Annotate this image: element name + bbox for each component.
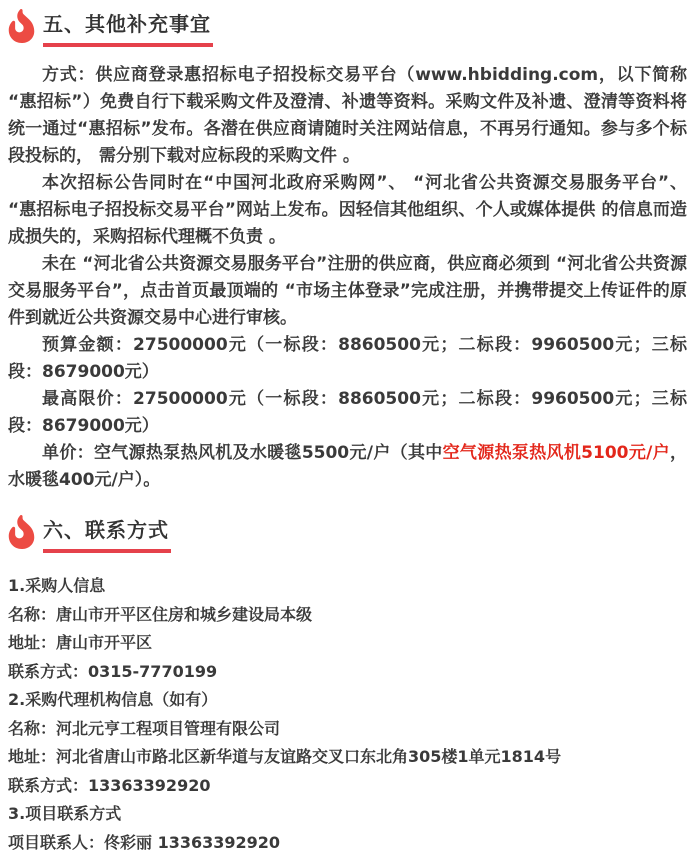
contact-purchaser-heading: 1.采购人信息 [8, 576, 106, 595]
paragraph-budget-amount: 预算金额：27500000元（一标段：8860500元；二标段：9960500元；三标段：8679000元） [8, 335, 687, 382]
paragraph-max-price: 最高限价：27500000元（一标段：8860500元；二标段：9960500元；三标段：8679000元） [8, 389, 687, 436]
section-supplement-header [8, 8, 687, 47]
unit-price-text: 单价：空气源热泵热风机及水暖毯5500元/户（其中 [42, 443, 443, 463]
contact-agency-address: 地址：河北省唐山市路北区新华道与友谊路交叉口东北角305楼1单元1814号 [8, 747, 562, 766]
supplement-body [8, 62, 687, 494]
unit-price-highlight: 空气源热泵热风机5100元/户 [442, 443, 670, 463]
contact-purchaser-name: 名称：唐山市开平区住房和城乡建设局本级 [8, 604, 313, 624]
paragraph-download-method: 方式：供应商登录惠招标电子招投标交易平台（www.hbidding.com，以下简称“惠招标”）免费自行下载采购文件及澄清、补遗等资料。采购文件及补遗、澄清等资料将统一通过“惠招标”发布。各潜在供应商请随时关注网站信息，不再另行通知。参与多个标段投标的， 需分别下载对应标段的采购文件 。 [8, 65, 687, 166]
contact-project-heading: 3.项目联系方式 [8, 804, 122, 823]
contact-agency-heading: 2.采购代理机构信息（如有） [8, 690, 218, 709]
contact-purchaser-address: 地址：唐山市开平区 [8, 633, 153, 652]
paragraph-publish-sites: 本次招标公告同时在“中国河北政府采购网”、 “河北省公共资源交易服务平台”、 “惠招标电子招投标交易平台”网站上发布。因轻信其他组织、个人或媒体提供 的信息而造成损失的，采购招标代理概不负责 。 [8, 173, 687, 247]
contact-info-block [8, 572, 687, 857]
section-contact-header [8, 514, 687, 553]
flame-icon [8, 9, 35, 43]
contact-agency-phone: 联系方式：13363392920 [8, 775, 211, 795]
unit-price-tail: ，水暖毯400元/户）。 [8, 443, 687, 490]
paragraph-unit-price [8, 440, 687, 494]
section-supplement-title: 五、其他补充事宜 [43, 8, 213, 47]
section-contact-title: 六、联系方式 [43, 514, 171, 553]
flame-icon [8, 515, 35, 549]
contact-agency-name: 名称：河北元亨工程项目管理有限公司 [8, 718, 281, 738]
paragraph-registration: 未在 “河北省公共资源交易服务平台”注册的供应商，供应商必须到 “河北省公共资源交易服务平台”，点击首页最顶端的 “市场主体登录”完成注册，并携带提交上传证件的原件到就近公共资源交易中心进行审核。 [8, 254, 687, 328]
contact-purchaser-phone: 联系方式：0315-7770199 [8, 661, 218, 681]
contact-project-person: 项目联系人：佟彩丽 13363392920 [8, 832, 281, 852]
